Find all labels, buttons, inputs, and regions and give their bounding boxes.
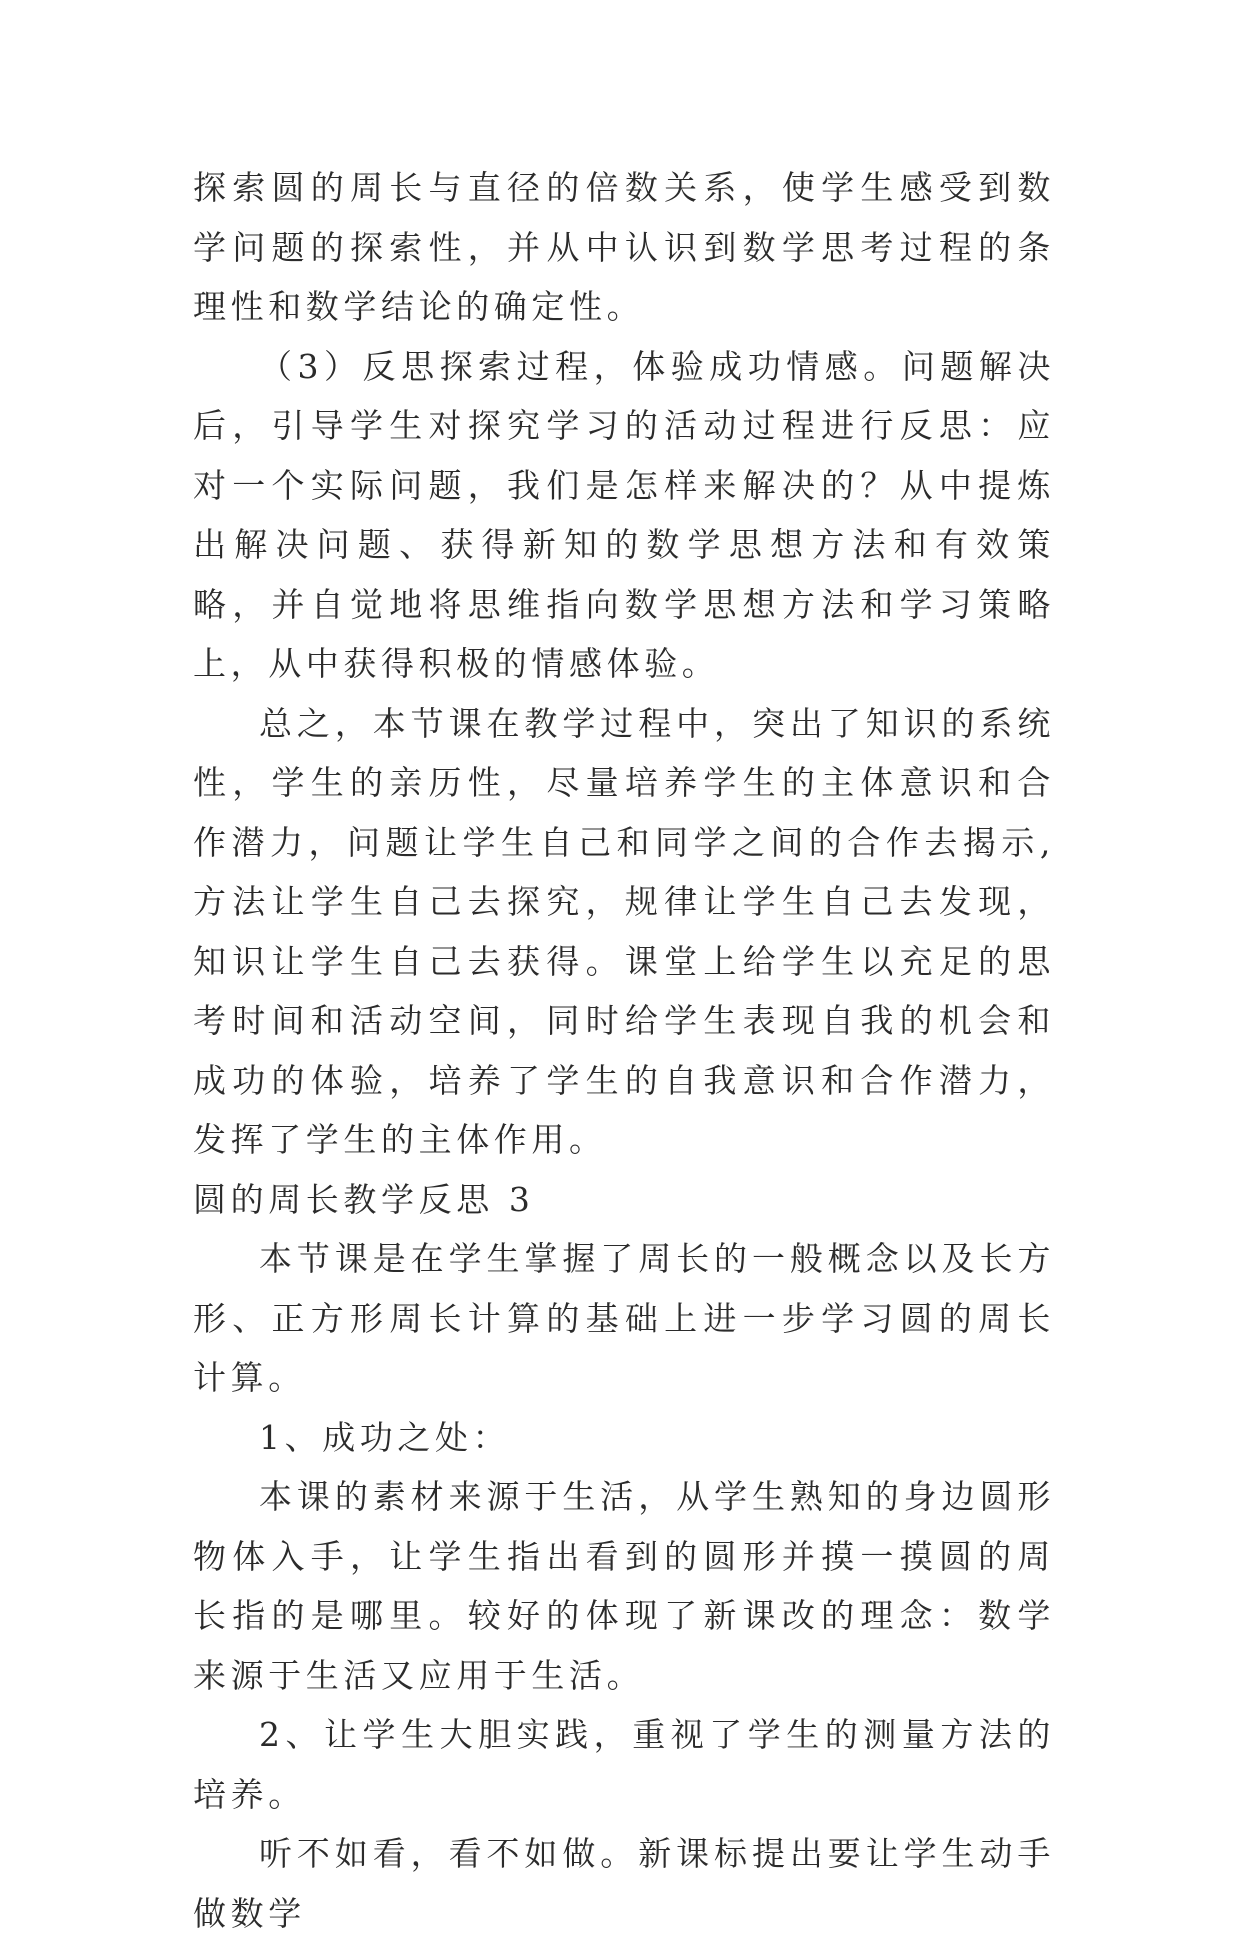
paragraph-intro: 本节课是在学生掌握了周长的一般概念以及长方形、正方形周长计算的基础上进一步学习圆的周长计算。: [193, 1239, 1055, 1397]
paragraph-continuation: 探索圆的周长与直径的倍数关系，使学生感受到数学问题的探索性，并从中认识到数学思考过程的条理性和数学结论的确定性。: [193, 168, 1055, 326]
paragraph-hands-on: 听不如看，看不如做。新课标提出要让学生动手做数学: [193, 1834, 1055, 1933]
paragraph-summary: 总之，本节课在教学过程中，突出了知识的系统性，学生的亲历性，尽量培养学生的主体意识和合作潜力，问题让学生自己和同学之间的合作去揭示,方法让学生自己去探究，规律让学生自己去发现，知识让学生自己去获得。课堂上给学生以充足的思考时间和活动空间，同时给学生表现自我的机会和成功的体验，培养了学生的自我意识和合作潜力，发挥了学生的主体作用。: [193, 703, 1055, 1159]
list-item-success: 1、成功之处：: [259, 1417, 511, 1457]
section-heading: 圆的周长教学反思 3: [193, 1179, 535, 1219]
paragraph-materials: 本课的素材来源于生活，从学生熟知的身边圆形物体入手，让学生指出看到的圆形并摸一摸圆的周长指的是哪里。较好的体现了新课改的理念：数学来源于生活又应用于生活。: [193, 1477, 1055, 1695]
list-item-practice: 2、让学生大胆实践，重视了学生的测量方法的培养。: [193, 1715, 1055, 1814]
paragraph-reflection-point-3: （3）反思探索过程，体验成功情感。问题解决后，引导学生对探究学习的活动过程进行反思：应对一个实际问题，我们是怎样来解决的？从中提炼出解决问题、获得新知的数学思想方法和有效策略，并自觉地将思维指向数学思想方法和学习策略上，从中获得积极的情感体验。: [193, 346, 1055, 683]
document-body: [193, 158, 1055, 1943]
